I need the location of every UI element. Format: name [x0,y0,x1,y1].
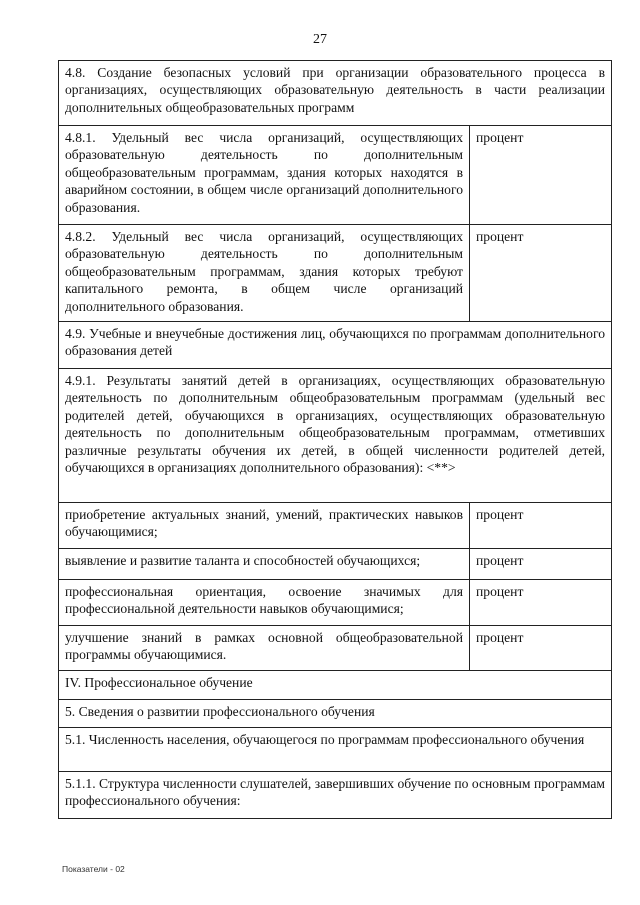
unit-cell: процент [470,580,612,625]
table-row [59,322,612,369]
page-number: 27 [313,32,327,47]
table-row [59,503,612,549]
table-row [59,580,612,626]
unit-cell: процент [470,126,612,224]
section-cell: 5.1.1. Структура численности слушателей, завершивших обучение по основным программам профессионального обучения: [59,772,612,818]
table-row [59,61,612,126]
table-row [59,728,612,772]
section-cell: 4.9. Учебные и внеучебные достижения лиц, обучающихся по программам дополнительного образования детей [59,322,612,368]
footer-label: Показатели - 02 [62,864,125,874]
indicator-name-cell: выявление и развитие таланта и способностей обучающихся; [59,549,470,579]
section-cell: 5.1. Численность населения, обучающегося по программам профессионального обучения [59,728,612,771]
table-row [59,126,612,225]
indicator-name-cell: профессиональная ориентация, освоение значимых для профессиональной деятельности навыков обучающимися; [59,580,470,625]
table-row [59,225,612,322]
unit-cell: процент [470,503,612,548]
indicator-name-cell: улучшение знаний в рамках основной общеобразовательной программы обучающимися. [59,626,470,670]
table-row [59,671,612,700]
table-row [59,626,612,671]
table-row [59,369,612,503]
indicator-name-cell: 4.8.2. Удельный вес числа организаций, осуществляющих образовательную деятельность по дополнительным общеобразовательным программам, здания которых требуют капитального ремонта, в общем числе организаций дополнительного образования. [59,225,470,321]
unit-cell: процент [470,549,612,579]
indicators-table [58,60,612,819]
unit-cell: процент [470,626,612,670]
section-cell: 4.9.1. Результаты занятий детей в организациях, осуществляющих образовательную деятельность по дополнительным общеобразовательным программам (удельный вес родителей детей, обучающихся в организациях, осуществляющих образовательную деятельность по дополнительным общеобразовательным программам, отметивших различные результаты обучения их детей, в общей численности родителей детей, обучающихся в организациях дополнительного образования): <**> [59,369,612,502]
section-cell: 5. Сведения о развитии профессионального обучения [59,700,612,727]
indicator-name-cell: 4.8.1. Удельный вес числа организаций, осуществляющих образовательную деятельность по дополнительным общеобразовательным программам, здания которых находятся в аварийном состоянии, в общем числе организаций дополнительного образования. [59,126,470,224]
section-cell: IV. Профессиональное обучение [59,671,612,699]
unit-cell: процент [470,225,612,321]
table-row [59,549,612,580]
table-row [59,772,612,819]
section-cell: 4.8. Создание безопасных условий при организации образовательного процесса в организациях, осуществляющих образовательную деятельность в части реализации дополнительных общеобразовательных программ [59,61,612,125]
indicator-name-cell: приобретение актуальных знаний, умений, практических навыков обучающимися; [59,503,470,548]
table-row [59,700,612,728]
